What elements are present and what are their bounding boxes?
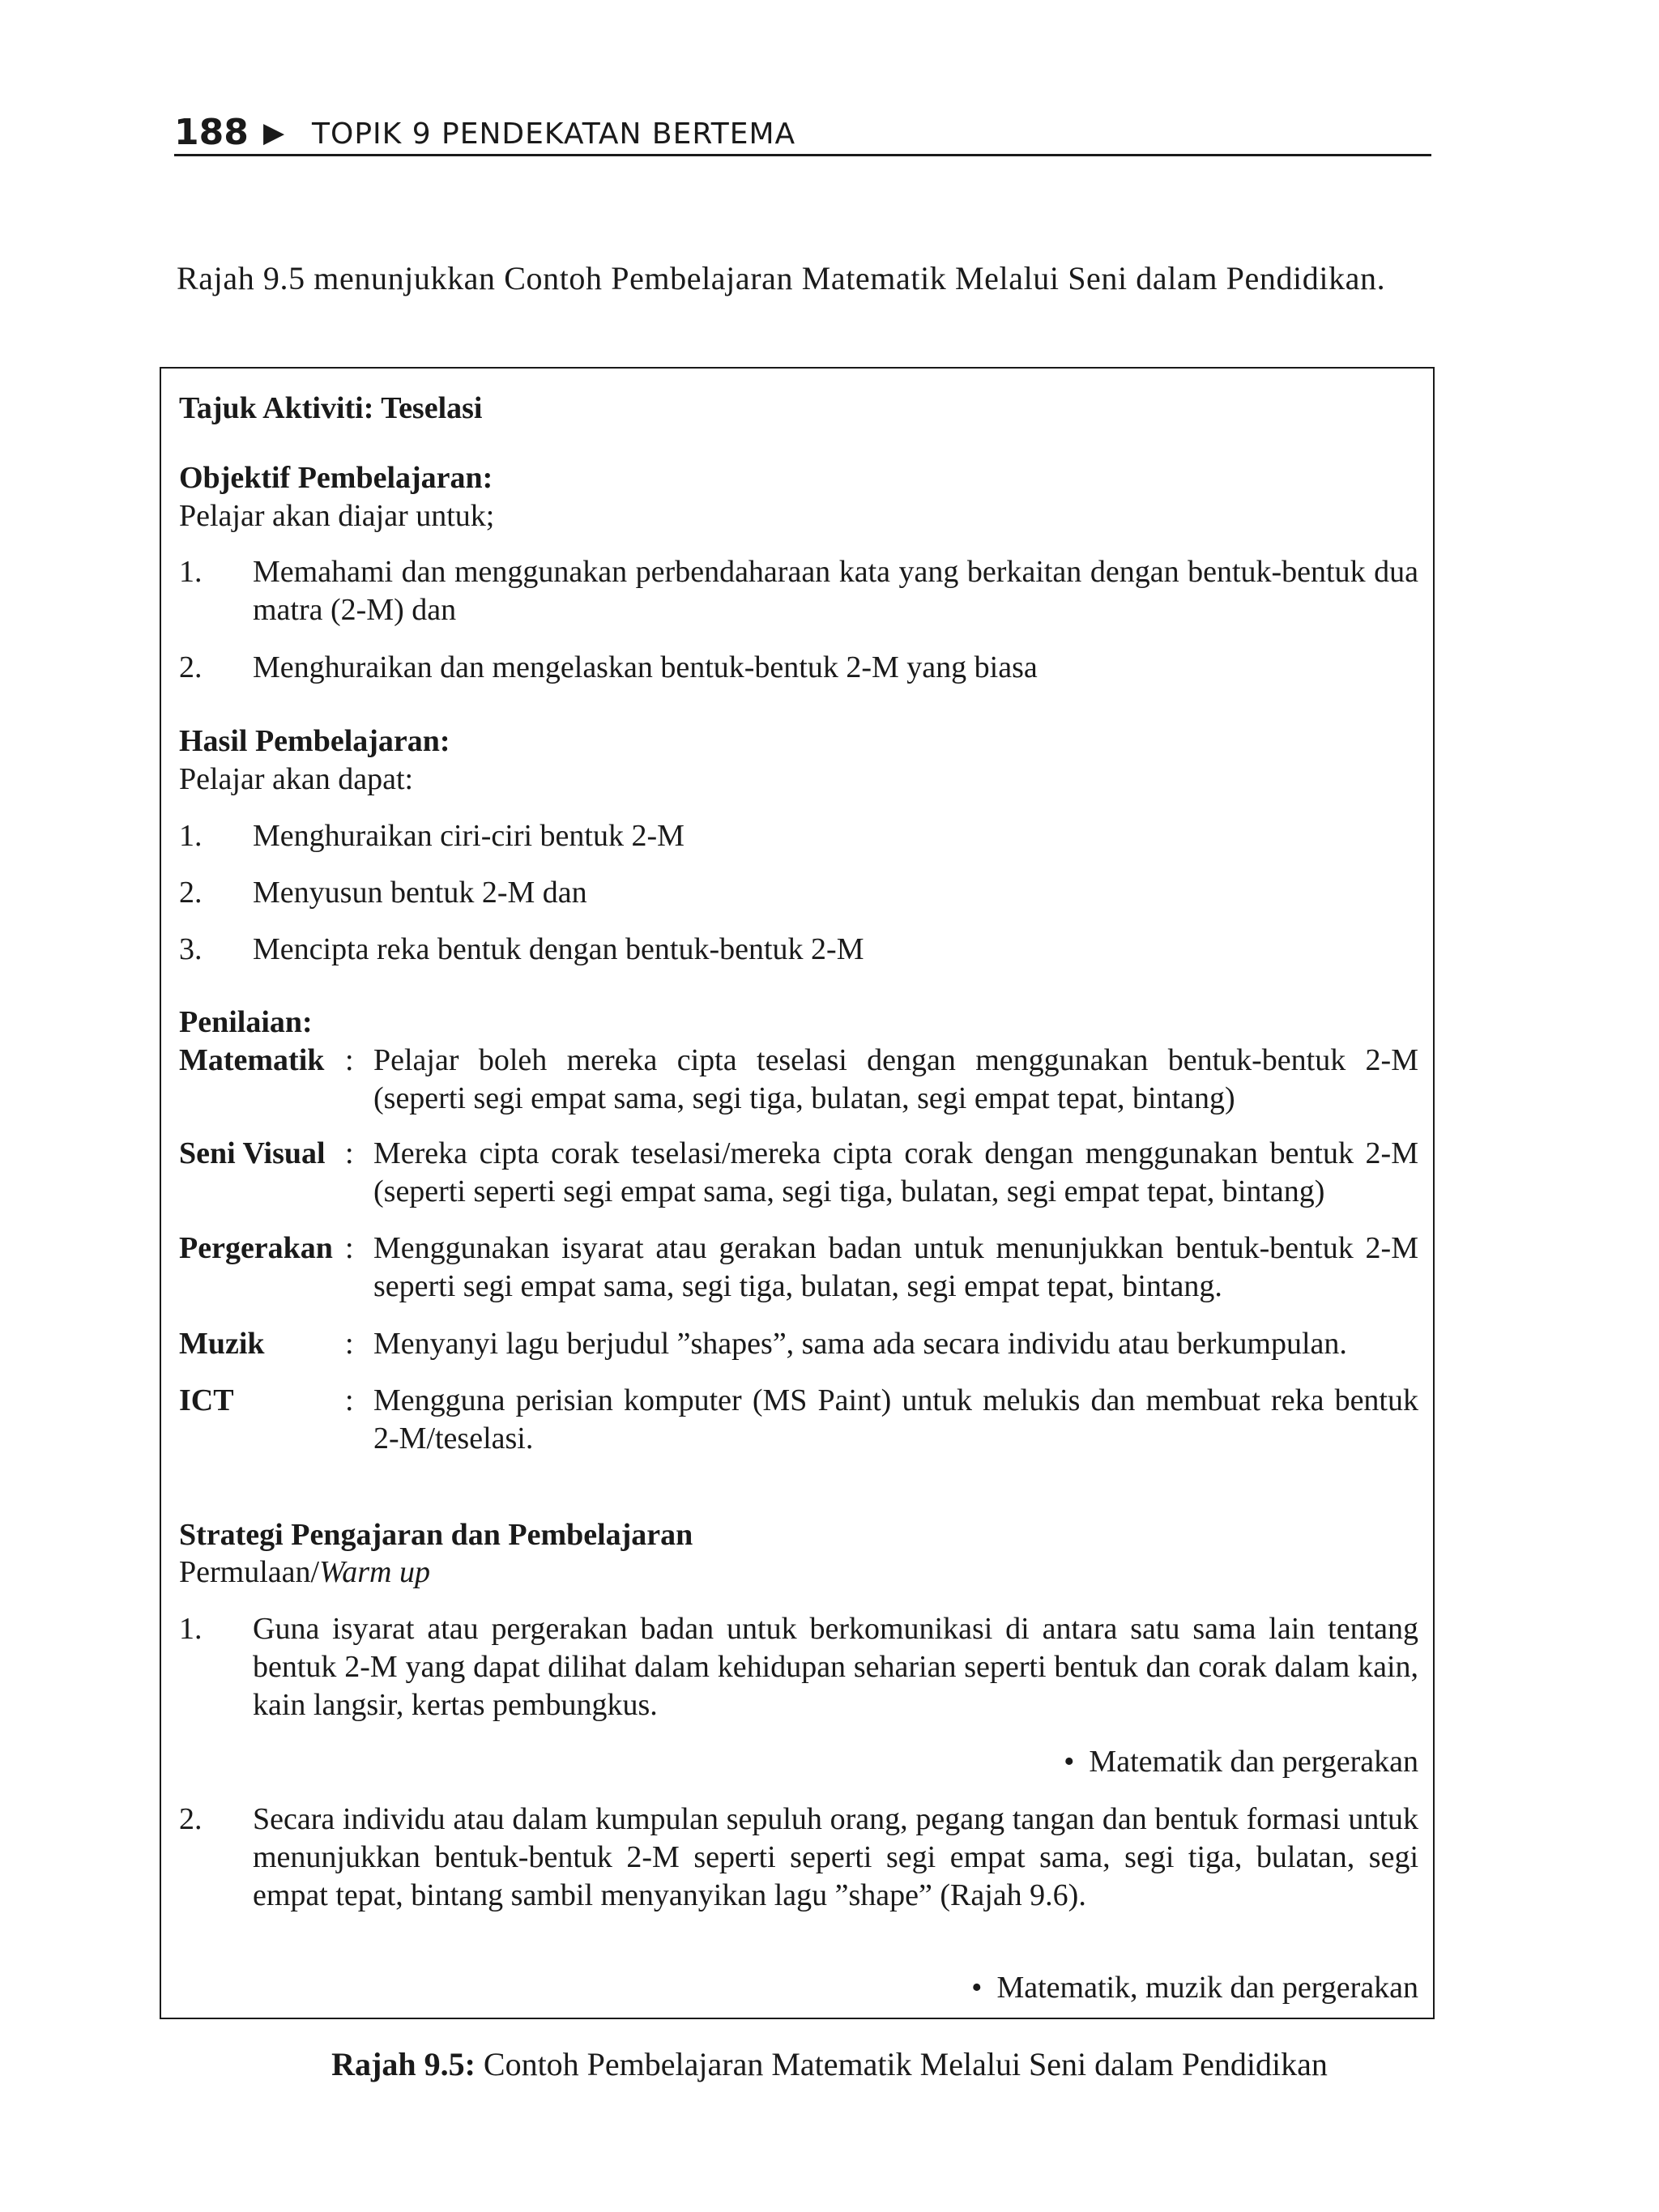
outcome-lead: Pelajar akan dapat: — [179, 762, 414, 796]
strategy-lead — [179, 1554, 1418, 1592]
item-text: Menghuraikan ciri-ciri bentuk 2-M — [253, 819, 684, 853]
assessment-label: Matematik — [179, 1043, 325, 1077]
assessment-label: Seni Visual — [179, 1136, 326, 1170]
assessment-colon: : — [345, 1136, 354, 1170]
page-header — [174, 112, 1431, 156]
topic-title: TOPIK 9 PENDEKATAN BERTEMA — [312, 117, 796, 151]
strategy-bullet — [1064, 1743, 1418, 1781]
strategy-lead-plain: Permulaan/ — [179, 1555, 320, 1589]
item-text: Menyusun bentuk 2-M dan — [253, 876, 587, 910]
objective-heading: Objektif Pembelajaran: — [179, 461, 493, 495]
assessment-colon: : — [345, 1383, 354, 1417]
assessment-label: Muzik — [179, 1327, 265, 1361]
item-text: Memahami dan menggunakan perbendaharaan kata yang berkaitan dengan bentuk-bentuk dua matra (2-M) dan — [253, 555, 1418, 627]
assessment-text: Menyanyi lagu berjudul ”shapes”, sama ada secara individu atau berkumpulan. — [373, 1327, 1347, 1361]
item-number: 1. — [179, 1612, 203, 1646]
item-number: 2. — [179, 876, 203, 910]
item-text: Secara individu atau dalam kumpulan sepuluh orang, pegang tangan dan bentuk formasi untuk menunjukkan bentuk-bentuk 2-M seperti seperti segi empat sama, segi tiga, bulatan, segi empat tepat, bintang sambil menyanyikan lagu ”shape” (Rajah 9.6). — [253, 1802, 1418, 1912]
assessment-colon: : — [345, 1043, 354, 1077]
strategy-bullet — [971, 1969, 1418, 2007]
assessment-colon: : — [345, 1327, 354, 1361]
caption-text: Contoh Pembelajaran Matematik Melalui Seni dalam Pendidikan — [475, 2046, 1328, 2082]
item-number: 1. — [179, 555, 203, 589]
assessment-text: Mengguna perisian komputer (MS Paint) untuk melukis dan membuat reka bentuk 2-M/teselasi. — [373, 1383, 1418, 1455]
intro-paragraph: Rajah 9.5 menunjukkan Contoh Pembelajaran Matematik Melalui Seni dalam Pendidikan. — [177, 260, 1386, 296]
strategy-lead-italic: Warm up — [319, 1555, 430, 1589]
bullet-icon: • — [1064, 1745, 1075, 1779]
figure-caption — [0, 2044, 1659, 2086]
activity-box — [160, 367, 1435, 2019]
assessment-text: Pelajar boleh mereka cipta teselasi dengan menggunakan bentuk-bentuk 2-M (seperti segi empat sama, segi tiga, bulatan, segi empat tepat, bintang) — [373, 1043, 1418, 1115]
assessment-heading: Penilaian: — [179, 1005, 313, 1039]
outcome-heading: Hasil Pembelajaran: — [179, 724, 450, 758]
item-text: Menghuraikan dan mengelaskan bentuk-bentuk 2-M yang biasa — [253, 650, 1038, 684]
assessment-label: Pergerakan — [179, 1231, 333, 1265]
assessment-text: Mereka cipta corak teselasi/mereka cipta corak dengan menggunakan bentuk 2-M (seperti seperti segi empat sama, segi tiga, bulatan, segi empat tepat, bintang) — [373, 1136, 1418, 1208]
item-number: 3. — [179, 932, 203, 966]
strategy-heading: Strategi Pengajaran dan Pembelajaran — [179, 1518, 693, 1552]
objective-lead: Pelajar akan diajar untuk; — [179, 499, 495, 533]
bullet-text: Matematik, muzik dan pergerakan — [996, 1971, 1418, 2005]
item-text: Guna isyarat atau pergerakan badan untuk berkomunikasi di antara satu sama lain tentang bentuk 2-M yang dapat dilihat dalam kehidupan seharian seperti bentuk dan corak dalam kain, kain langsir, kertas pembungkus. — [253, 1612, 1418, 1722]
item-number: 2. — [179, 1802, 203, 1836]
assessment-colon: : — [345, 1231, 354, 1265]
assessment-text: Menggunakan isyarat atau gerakan badan untuk menunjukkan bentuk-bentuk 2-M seperti segi empat sama, segi tiga, bulatan, segi empat tepat, bintang. — [373, 1231, 1418, 1303]
activity-title: Tajuk Aktiviti: Teselasi — [179, 391, 483, 425]
caption-label: Rajah 9.5: — [331, 2046, 476, 2082]
arrow-right-icon: ▶ — [263, 117, 285, 149]
item-number: 2. — [179, 650, 203, 684]
assessment-label: ICT — [179, 1383, 234, 1417]
item-text: Mencipta reka bentuk dengan bentuk-bentuk 2-M — [253, 932, 864, 966]
item-number: 1. — [179, 819, 203, 853]
page-number: 188 — [174, 112, 249, 153]
bullet-text: Matematik dan pergerakan — [1089, 1745, 1418, 1779]
bullet-icon: • — [971, 1971, 983, 2005]
